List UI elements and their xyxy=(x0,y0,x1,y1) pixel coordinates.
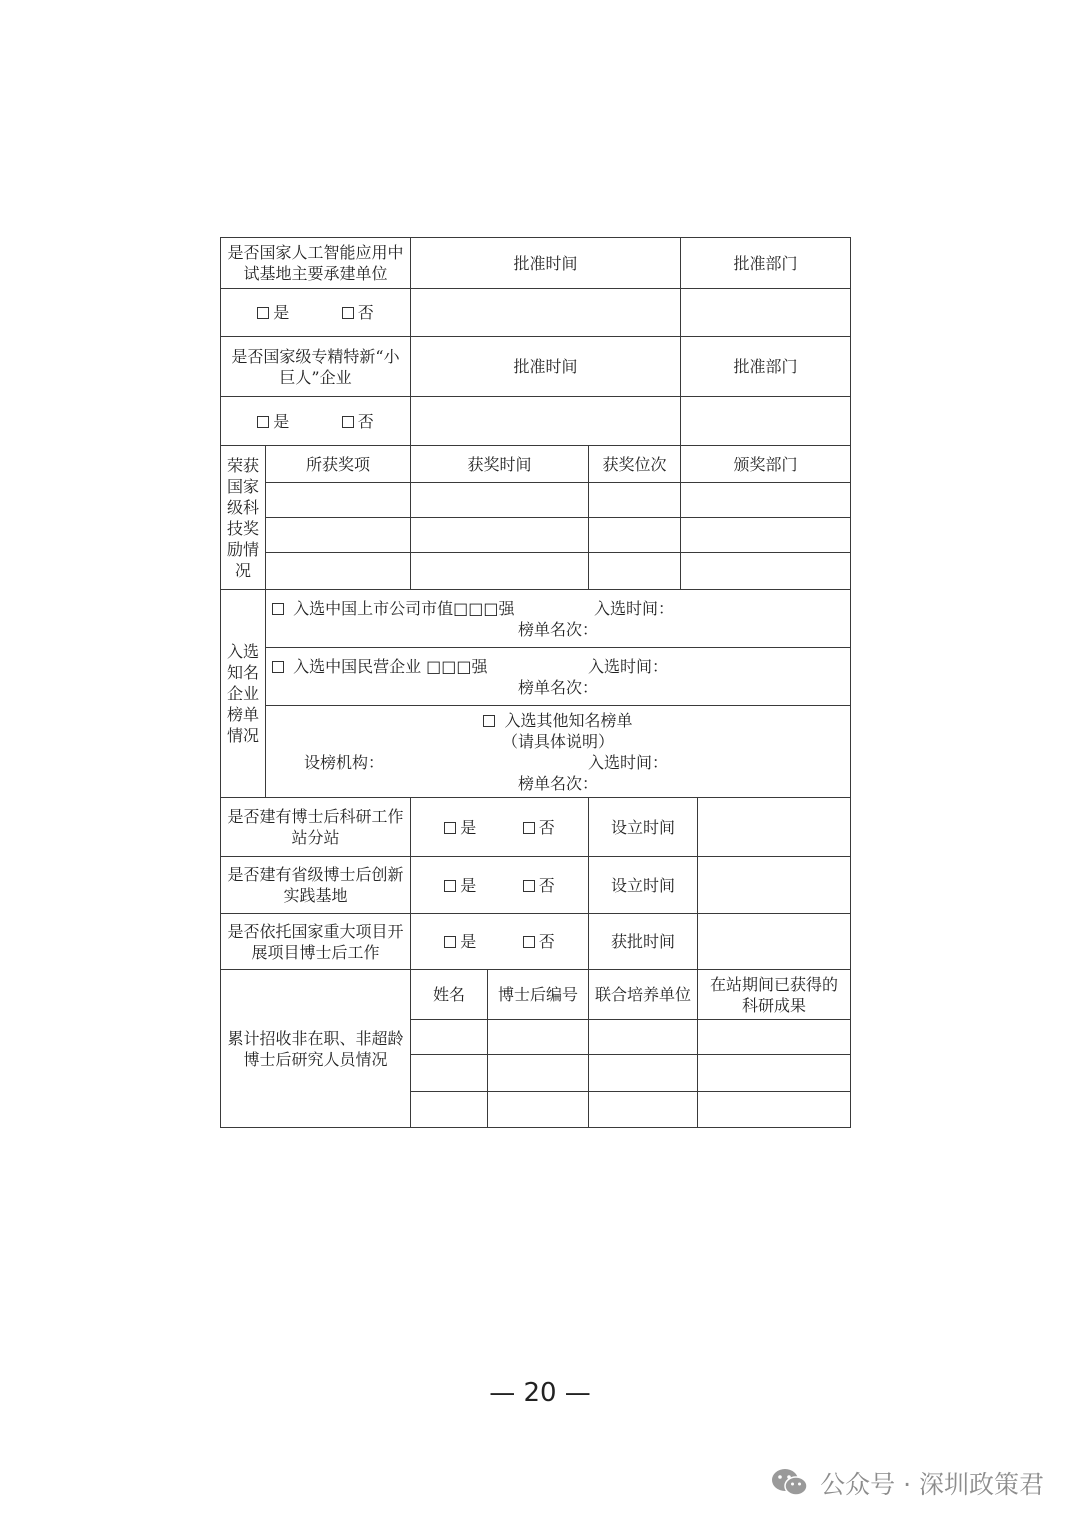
award-name-header: 所获奖项 xyxy=(266,446,411,483)
postdoc-base-question: 是否建有省级博士后创新实践基地 xyxy=(221,857,411,914)
no-checkbox[interactable] xyxy=(523,880,535,892)
award-dept-cell[interactable] xyxy=(681,553,851,590)
award-rank-cell[interactable] xyxy=(589,518,681,553)
yes-label: 是 xyxy=(460,932,477,951)
yes-checkbox[interactable] xyxy=(257,416,269,428)
ranking-time-label: 入选时间： xyxy=(594,598,675,618)
ranking-note: （请具体说明） xyxy=(502,731,615,751)
setup-time-label: 设立时间 xyxy=(589,798,698,857)
award-name-cell[interactable] xyxy=(266,518,411,553)
wechat-icon xyxy=(770,1467,810,1499)
researcher-name-cell[interactable] xyxy=(411,1092,488,1128)
ranking-checkbox[interactable] xyxy=(272,661,284,673)
ranking-title: 入选中国上市公司市值□□□强 xyxy=(293,598,515,618)
ranking-title: 入选其他知名榜单 xyxy=(504,710,633,730)
researchers-section-label: 累计招收非在职、非超龄博士后研究人员情况 xyxy=(221,970,411,1128)
researcher-name-cell[interactable] xyxy=(411,1055,488,1092)
ai-base-question: 是否国家人工智能应用中试基地主要承建单位 xyxy=(221,238,411,289)
approval-time-field[interactable] xyxy=(698,914,851,970)
postdoc-project-yes-no xyxy=(411,914,589,970)
table-row xyxy=(221,518,851,553)
postdoc-project-question: 是否依托国家重大项目开展项目博士后工作 xyxy=(221,914,411,970)
postdoc-station-question: 是否建有博士后科研工作站分站 xyxy=(221,798,411,857)
approve-time-header: 批准时间 xyxy=(411,238,681,289)
award-time-cell[interactable] xyxy=(411,483,589,518)
award-name-cell[interactable] xyxy=(266,483,411,518)
joint-unit-cell[interactable] xyxy=(589,1055,698,1092)
ranking-checkbox[interactable] xyxy=(483,715,495,727)
researcher-id-cell[interactable] xyxy=(488,1055,589,1092)
approval-time-label: 获批时间 xyxy=(589,914,698,970)
award-rank-cell[interactable] xyxy=(589,483,681,518)
award-rank-header: 获奖位次 xyxy=(589,446,681,483)
little-giant-yes-no xyxy=(221,397,411,446)
researcher-id-cell[interactable] xyxy=(488,1092,589,1128)
no-checkbox[interactable] xyxy=(523,822,535,834)
approve-time-header: 批准时间 xyxy=(411,337,681,397)
page-number: — 20 — xyxy=(489,1378,591,1408)
award-name-cell[interactable] xyxy=(266,553,411,590)
ranking-rank-label: 榜单名次： xyxy=(518,773,599,793)
award-time-cell[interactable] xyxy=(411,553,589,590)
ai-base-yes-no xyxy=(221,289,411,337)
approve-time-field[interactable] xyxy=(411,289,681,337)
ranking-checkbox[interactable] xyxy=(272,603,284,615)
ranking-time-label: 入选时间： xyxy=(588,752,669,772)
postdoc-station-yes-no xyxy=(411,798,589,857)
yes-label: 是 xyxy=(273,303,290,322)
ranking-time-label: 入选时间： xyxy=(588,656,669,676)
approve-time-field[interactable] xyxy=(411,397,681,446)
ranking-title: 入选中国民营企业 □□□强 xyxy=(293,656,488,676)
approve-dept-header: 批准部门 xyxy=(681,238,851,289)
yes-label: 是 xyxy=(460,817,477,837)
approve-dept-header: 批准部门 xyxy=(681,337,851,397)
table-row xyxy=(221,483,851,518)
application-form-table xyxy=(220,237,851,1128)
award-time-cell[interactable] xyxy=(411,518,589,553)
awards-section-label: 荣获国家级科技奖励情况 xyxy=(221,446,266,590)
ranking-rank-label: 榜单名次： xyxy=(518,677,599,697)
award-time-header: 获奖时间 xyxy=(411,446,589,483)
joint-unit-header: 联合培养单位 xyxy=(589,970,698,1020)
award-dept-header: 颁奖部门 xyxy=(681,446,851,483)
researcher-name-header: 姓名 xyxy=(411,970,488,1020)
no-label: 否 xyxy=(357,411,374,431)
little-giant-question: 是否国家级专精特新“小巨人”企业 xyxy=(221,337,411,397)
no-label: 否 xyxy=(538,817,555,837)
postdoc-base-yes-no xyxy=(411,857,589,914)
research-results-cell[interactable] xyxy=(698,1020,851,1055)
researcher-id-cell[interactable] xyxy=(488,1020,589,1055)
yes-label: 是 xyxy=(460,875,477,895)
no-checkbox[interactable] xyxy=(342,307,354,319)
setup-time-field[interactable] xyxy=(698,798,851,857)
yes-label: 是 xyxy=(273,411,290,431)
ranking-rank-label: 榜单名次： xyxy=(518,619,599,639)
yes-checkbox[interactable] xyxy=(444,936,456,948)
table-row xyxy=(221,553,851,590)
no-label: 否 xyxy=(538,875,555,895)
research-results-cell[interactable] xyxy=(698,1092,851,1128)
no-label: 否 xyxy=(538,932,555,951)
approve-dept-field[interactable] xyxy=(681,289,851,337)
watermark-text: 公众号 · 深圳政策君 xyxy=(820,1470,1044,1499)
yes-checkbox[interactable] xyxy=(444,880,456,892)
researcher-name-cell[interactable] xyxy=(411,1020,488,1055)
joint-unit-cell[interactable] xyxy=(589,1092,698,1128)
ranking-org-label: 设榜机构： xyxy=(304,752,385,772)
award-dept-cell[interactable] xyxy=(681,483,851,518)
yes-checkbox[interactable] xyxy=(444,822,456,834)
yes-checkbox[interactable] xyxy=(257,307,269,319)
researcher-id-header: 博士后编号 xyxy=(488,970,589,1020)
award-dept-cell[interactable] xyxy=(681,518,851,553)
award-rank-cell[interactable] xyxy=(589,553,681,590)
rankings-section-label: 入选知名企业榜单情况 xyxy=(221,590,266,798)
no-checkbox[interactable] xyxy=(342,416,354,428)
setup-time-label: 设立时间 xyxy=(589,857,698,914)
watermark xyxy=(770,1465,1044,1501)
ranking-item-market-cap xyxy=(266,590,851,648)
no-checkbox[interactable] xyxy=(523,936,535,948)
no-label: 否 xyxy=(357,303,374,322)
ranking-item-private xyxy=(266,648,851,706)
research-results-header: 在站期间已获得的科研成果 xyxy=(698,970,851,1020)
ranking-item-other xyxy=(266,706,851,798)
research-results-cell[interactable] xyxy=(698,1055,851,1092)
approve-dept-field[interactable] xyxy=(681,397,851,446)
setup-time-field[interactable] xyxy=(698,857,851,914)
joint-unit-cell[interactable] xyxy=(589,1020,698,1055)
